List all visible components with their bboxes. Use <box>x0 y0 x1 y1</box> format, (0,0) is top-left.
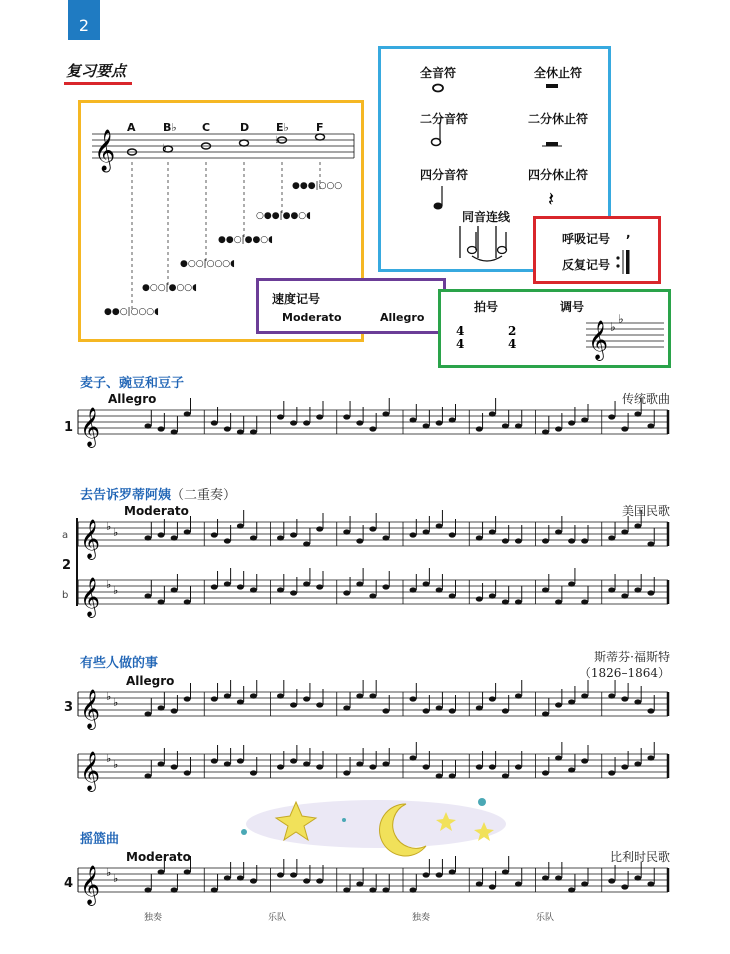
music-staff <box>78 865 668 905</box>
song-credit: 传统歌曲 <box>621 392 670 406</box>
song-title: 有些人做的事 <box>80 656 159 671</box>
svg-text:♭: ♭ <box>113 584 119 597</box>
svg-text:♭: ♭ <box>113 872 119 885</box>
treble-clef-icon: 𝄞 <box>80 577 101 617</box>
svg-text:♭: ♭ <box>113 758 119 771</box>
svg-text:●○○|○○○◖: ●○○|○○○◖ <box>180 259 235 269</box>
song-tempo: Moderato <box>126 850 191 864</box>
moon-stars-illustration <box>236 792 516 852</box>
note-label: A <box>127 121 136 134</box>
repeat-sign-label: 反复记号 <box>562 258 611 272</box>
repeat-sign-icon <box>614 248 634 276</box>
song-number: 1 <box>64 420 74 435</box>
note-label: F <box>316 121 324 134</box>
song-number: 3 <box>64 700 74 715</box>
treble-clef-icon: 𝄞 <box>94 130 116 171</box>
signature-symbols <box>438 289 671 368</box>
whole-rest-label: 全休止符 <box>534 66 583 80</box>
allegro-label: Allegro <box>380 311 425 324</box>
key-sig-title: 调号 <box>560 300 585 314</box>
time-sig-title: 拍号 <box>474 300 499 314</box>
svg-text:♭: ♭ <box>162 143 167 154</box>
quarter-note-label: 四分音符 <box>420 168 469 182</box>
treble-clef-icon: 𝄞 <box>80 407 101 447</box>
breath-mark-label: 呼吸记号 <box>562 232 611 246</box>
svg-text:♭: ♭ <box>106 690 112 703</box>
treble-clef-icon: 𝄞 <box>80 689 101 729</box>
title-underline <box>64 82 132 85</box>
half-note-label: 二分音符 <box>420 112 469 126</box>
quarter-rest-label: 四分休止符 <box>528 168 589 182</box>
tie-icon <box>460 226 507 261</box>
svg-text:○●●|●●○◖: ○●●|●●○◖ <box>256 211 311 221</box>
svg-text:♭: ♭ <box>618 312 624 326</box>
breath-mark-icon: , <box>626 226 631 240</box>
section-label: 独奏 <box>144 913 163 923</box>
page-number: 2 <box>68 0 100 40</box>
svg-text:●●○|○○○◖: ●●○|○○○◖ <box>104 307 159 317</box>
song-title: 去告诉罗蒂阿姨（二重奏） <box>80 488 237 503</box>
treble-clef-icon: 𝄞 <box>80 519 101 559</box>
song-credit: 美国民歌 <box>621 504 670 518</box>
svg-text:●●●|○○○: ●●●|○○○ <box>292 181 343 191</box>
song-credit: 比利时民歌 <box>609 850 670 864</box>
section-label: 独奏 <box>412 913 431 923</box>
song-title: 麦子、豌豆和豆子 <box>80 376 185 391</box>
section-label: 乐队 <box>268 913 287 923</box>
song-tempo: Allegro <box>126 674 175 688</box>
part-label: a <box>62 530 69 541</box>
music-staff <box>78 519 668 559</box>
svg-text:♭: ♭ <box>106 866 112 879</box>
svg-text:4: 4 <box>456 337 465 351</box>
svg-text:4: 4 <box>508 337 517 351</box>
note-label: B♭ <box>163 121 177 134</box>
half-note-icon <box>432 122 441 146</box>
song-credit-years: （1826–1864） <box>578 666 670 680</box>
svg-text:●○○|●○○◖: ●○○|●○○◖ <box>142 283 197 293</box>
music-staff <box>78 689 668 729</box>
whole-note-icon <box>433 85 443 92</box>
svg-text:♭: ♭ <box>106 752 112 765</box>
tempo-title: 速度记号 <box>272 292 321 306</box>
whole-rest-icon <box>546 84 558 88</box>
section-label: 乐队 <box>536 913 555 923</box>
song-credit: 斯蒂芬·福斯特 <box>594 650 670 664</box>
half-rest-label: 二分休止符 <box>528 112 589 126</box>
music-staff <box>78 407 668 447</box>
treble-clef-icon: 𝄞 <box>80 751 101 791</box>
music-staff <box>78 751 668 791</box>
song-tempo: Moderato <box>124 504 189 518</box>
treble-clef-icon: 𝄞 <box>588 320 609 360</box>
song-title: 摇篮曲 <box>80 832 120 847</box>
svg-text:2: 2 <box>508 324 517 338</box>
whole-note-label: 全音符 <box>420 66 457 80</box>
song-number: 4 <box>64 876 74 891</box>
music-staff <box>78 577 668 617</box>
note-label: D <box>240 121 250 134</box>
part-label: b <box>62 590 69 601</box>
svg-text:♭: ♭ <box>106 578 112 591</box>
svg-text:♭: ♭ <box>113 696 119 709</box>
svg-text:4: 4 <box>456 324 465 338</box>
song-number: 2 <box>62 558 72 573</box>
tie-label: 同音连线 <box>462 210 511 224</box>
note-label: E♭ <box>276 121 289 134</box>
svg-text:♭: ♭ <box>113 526 119 539</box>
breath-repeat-box <box>533 216 661 284</box>
svg-text:♭: ♭ <box>275 135 280 146</box>
svg-text:♭: ♭ <box>610 320 616 334</box>
svg-text:●●○|●●○◖: ●●○|●●○◖ <box>218 235 273 245</box>
half-rest-icon <box>546 142 558 146</box>
treble-clef-icon: 𝄞 <box>80 865 101 905</box>
note-label: C <box>202 121 211 134</box>
song-tempo: Allegro <box>108 392 157 406</box>
svg-text:♭: ♭ <box>106 520 112 533</box>
quarter-note-icon <box>434 186 443 210</box>
moderato-label: Moderato <box>282 311 342 324</box>
quarter-rest-icon: 𝄽 <box>548 187 555 211</box>
review-title: 复习要点 <box>66 62 127 80</box>
